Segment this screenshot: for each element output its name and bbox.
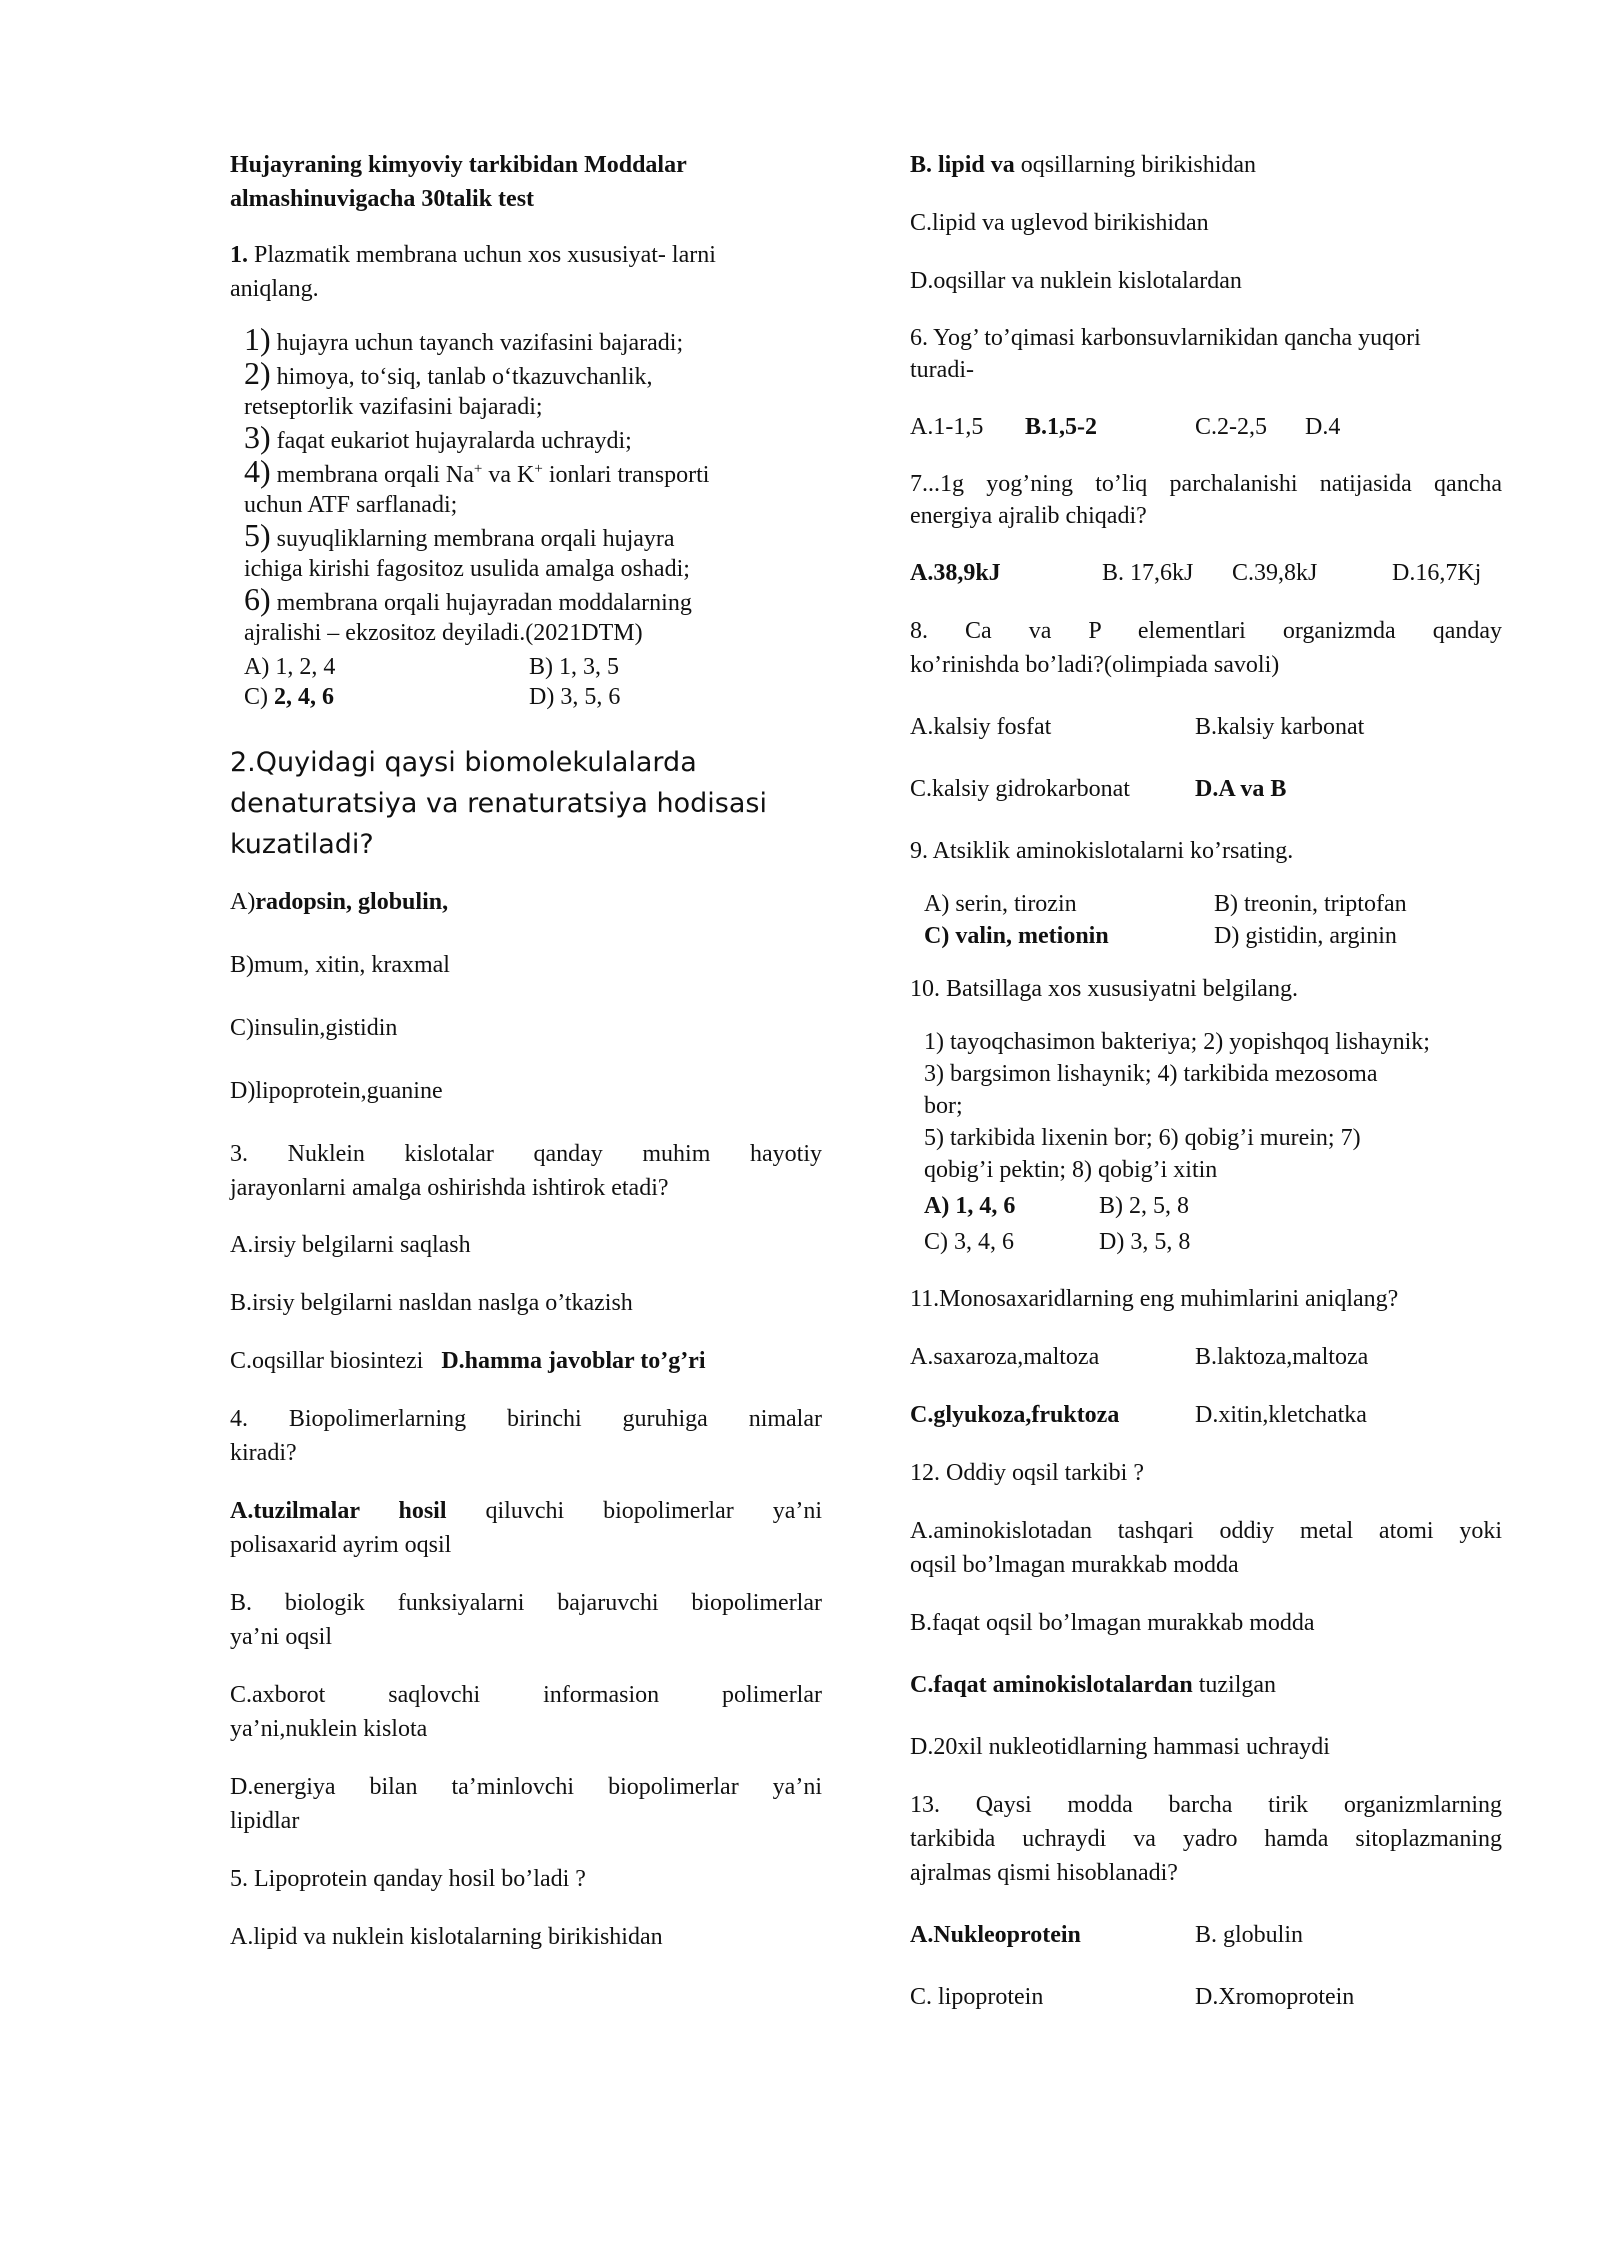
question-4-line-1: 4. Biopolimerlarning birinchi guruhiga nimalar — [230, 1406, 822, 1432]
question-11-options-row-2 — [910, 1398, 1502, 1432]
question-4-option-b-line-2: ya’ni oqsil — [230, 1624, 332, 1650]
question-10-text: 10. Batsillaga xos xususiyatni belgilang. — [910, 976, 1298, 1002]
question-2-option-b: B)mum, xitin, kraxmal — [230, 952, 450, 978]
question-5-option-a: A.lipid va nuklein kislotalarning birikishidan — [230, 1924, 663, 1950]
question-13-line-3: ajralmas qismi hisoblanadi? — [910, 1860, 1178, 1886]
question-6-option-b: B.1,5-2 — [1025, 414, 1097, 440]
question-10-options-row-2 — [924, 1226, 1502, 1258]
question-1-text: 1. Plazmatik membrana uchun xos xususiyat- larni — [230, 242, 716, 268]
question-7 — [910, 468, 1502, 590]
statement-4-cont: uchun ATF sarflanadi; — [244, 492, 458, 518]
question-10-options-row-1 — [924, 1190, 1502, 1222]
left-column — [230, 148, 822, 1954]
question-1 — [230, 238, 822, 712]
question-8-line-1: 8. Ca va P elementlari organizmda qanday — [910, 618, 1502, 644]
right-column — [910, 148, 1502, 2014]
question-8-option-d: D.A va B — [1195, 776, 1287, 802]
question-1-options-row-1 — [244, 652, 822, 682]
question-12-option-b: B.faqat oqsil bo’lmagan murakkab modda — [910, 1610, 1315, 1636]
question-7-line-2: energiya ajralib chiqadi? — [910, 503, 1147, 529]
question-5-option-b: B. lipid va oqsillarning birikishidan — [910, 152, 1257, 178]
question-5-option-d: D.oqsillar va nuklein kislotalardan — [910, 268, 1242, 294]
question-10-line-2: 3) bargsimon lishaynik; 4) tarkibida mezosoma — [924, 1061, 1378, 1087]
statement-4: 4) membrana orqali Na+ va K+ ionlari transporti — [244, 453, 710, 489]
question-4-option-c: C.axborot saqlovchi informasion polimerlar — [230, 1682, 822, 1708]
statement-6-cont: ajralishi – ekzositoz deyiladi.(2021DTM) — [244, 620, 643, 646]
title-line-2: almashinuvigacha 30talik test — [230, 186, 535, 212]
question-3-line-1: 3. Nuklein kislotalar qanday muhim hayotiy — [230, 1141, 822, 1167]
question-4-option-d: D.energiya bilan ta’minlovchi biopolimerlar ya’ni — [230, 1774, 822, 1800]
question-11-option-b: B.laktoza,maltoza — [1195, 1344, 1369, 1370]
option-a: A) 1, 2, 4 — [244, 654, 336, 680]
question-9-option-c: C) valin, metionin — [924, 923, 1109, 949]
question-6-line-1: 6. Yog’ to’qimasi karbonsuvlarnikidan qancha yuqori — [910, 325, 1421, 351]
question-1-statements — [230, 321, 822, 712]
question-8-option-b: B.kalsiy karbonat — [1195, 714, 1365, 740]
question-7-option-a: A.38,9kJ — [910, 560, 1001, 586]
question-3 — [230, 1137, 822, 1378]
question-10-statements — [910, 1026, 1502, 1258]
option-c: C) 2, 4, 6 — [244, 684, 334, 710]
question-6-option-d: D.4 — [1305, 414, 1341, 440]
question-9-options-row-2 — [924, 920, 1502, 952]
question-10-line-5: qobig’i pektin; 8) qobig’i xitin — [924, 1157, 1218, 1183]
statement-2: 2) himoya, to‘siq, tanlab o‘tkazuvchanlik, — [244, 355, 653, 391]
question-2-option-a: A)radopsin, globulin, — [230, 889, 449, 915]
question-4-option-d-line-2: lipidlar — [230, 1808, 300, 1834]
question-7-options — [910, 556, 1502, 590]
question-3-option-a: A.irsiy belgilarni saqlash — [230, 1232, 471, 1258]
question-4-option-a-line-2: polisaxarid ayrim oqsil — [230, 1532, 452, 1558]
question-11-options-row-1 — [910, 1340, 1502, 1374]
question-7-option-d: D.16,7Kj — [1392, 560, 1482, 586]
question-6 — [910, 322, 1502, 444]
question-12 — [910, 1456, 1502, 1764]
question-8-line-2: ko’rinishda bo’ladi?(olimpiada savoli) — [910, 652, 1280, 678]
question-2-option-d: D)lipoprotein,guanine — [230, 1078, 443, 1104]
question-4-option-b: B. biologik funksiyalarni bajaruvchi biopolimerlar — [230, 1590, 822, 1616]
question-12-option-a: A.aminokislotadan tashqari oddiy metal atomi yoki — [910, 1518, 1502, 1544]
question-10-line-3: bor; — [924, 1093, 963, 1119]
option-b: B) 1, 3, 5 — [529, 654, 619, 680]
question-6-option-c: C.2-2,5 — [1195, 414, 1267, 440]
question-2-line-2: denaturatsiya va renaturatsiya hodisasi — [230, 788, 767, 819]
question-12-text: 12. Oddiy oqsil tarkibi ? — [910, 1460, 1144, 1486]
question-7-option-c: C.39,8kJ — [1232, 560, 1318, 586]
question-8-options-row-1 — [910, 710, 1502, 744]
question-4 — [230, 1402, 822, 1838]
question-13-line-2: tarkibida uchraydi va yadro hamda sitoplazmaning — [910, 1826, 1502, 1852]
question-10-option-c: C) 3, 4, 6 — [924, 1229, 1014, 1255]
question-9-option-d: D) gistidin, arginin — [1214, 923, 1397, 949]
question-12-option-c: C.faqat aminokislotalardan tuzilgan — [910, 1672, 1277, 1698]
question-13-option-d: D.Xromoprotein — [1195, 1984, 1355, 2010]
question-11-option-d: D.xitin,kletchatka — [1195, 1402, 1367, 1428]
question-6-options — [910, 410, 1502, 444]
question-6-line-2: turadi- — [910, 357, 974, 383]
question-11-text: 11.Monosaxaridlarning eng muhimlarini aniqlang? — [910, 1286, 1399, 1312]
question-2 — [230, 742, 822, 1108]
question-5-text: 5. Lipoprotein qanday hosil bo’ladi ? — [230, 1866, 586, 1892]
question-10-line-1: 1) tayoqchasimon bakteriya; 2) yopishqoq lishaynik; — [924, 1029, 1430, 1055]
question-5-option-c: C.lipid va uglevod birikishidan — [910, 210, 1209, 236]
question-4-option-c-line-2: ya’ni,nuklein kislota — [230, 1716, 428, 1742]
question-7-line-1: 7...1g yog’ning to’liq parchalanishi natijasida qancha — [910, 471, 1502, 497]
question-10-option-a: A) 1, 4, 6 — [924, 1193, 1016, 1219]
question-9-options-row-1 — [924, 888, 1502, 920]
option-d: D) 3, 5, 6 — [529, 684, 621, 710]
question-8-options-row-2 — [910, 772, 1502, 806]
question-13 — [910, 1788, 1502, 2014]
question-10-option-b: B) 2, 5, 8 — [1099, 1193, 1189, 1219]
question-10 — [910, 972, 1502, 1258]
question-11 — [910, 1282, 1502, 1432]
question-13-option-c: C. lipoprotein — [910, 1984, 1044, 2010]
question-2-line-3: kuzatiladi? — [230, 829, 374, 860]
question-13-option-b: B. globulin — [1195, 1922, 1304, 1948]
question-1-text-line2: aniqlang. — [230, 276, 319, 302]
question-12-option-d: D.20xil nukleotidlarning hammasi uchraydi — [910, 1734, 1330, 1760]
question-9-option-a: A) serin, tirozin — [924, 891, 1077, 917]
question-13-line-1: 13. Qaysi modda barcha tirik organizmlarning — [910, 1792, 1502, 1818]
statement-3: 3) faqat eukariot hujayralarda uchraydi; — [244, 419, 632, 455]
question-10-option-d: D) 3, 5, 8 — [1099, 1229, 1191, 1255]
question-12-option-a-line-2: oqsil bo’lmagan murakkab modda — [910, 1552, 1239, 1578]
question-13-option-a: A.Nukleoprotein — [910, 1922, 1081, 1948]
question-9-options — [910, 888, 1502, 952]
question-13-options-row-1 — [910, 1918, 1502, 1952]
question-4-option-a: A.tuzilmalar hosil qiluvchi biopolimerlar ya’ni — [230, 1498, 822, 1524]
question-2-option-c: C)insulin,gistidin — [230, 1015, 398, 1041]
question-5 — [230, 1862, 822, 1954]
title-line-1: Hujayraning kimyoviy tarkibidan Moddalar — [230, 152, 687, 178]
question-9-option-b: B) treonin, triptofan — [1214, 891, 1407, 917]
question-3-option-c-d: C.oqsillar biosintezi D.hamma javoblar to’g’ri — [230, 1348, 706, 1374]
question-9 — [910, 834, 1502, 952]
question-6-option-a: A.1-1,5 — [910, 414, 984, 440]
question-3-line-2: jarayonlarni amalga oshirishda ishtirok etadi? — [230, 1175, 669, 1201]
question-7-option-b: B. 17,6kJ — [1102, 560, 1194, 586]
question-1-options-row-2 — [244, 682, 822, 712]
statement-5-cont: ichiga kirishi fagositoz usulida amalga oshadi; — [244, 556, 690, 582]
statement-2-cont: retseptorlik vazifasini bajaradi; — [244, 394, 543, 420]
statement-6: 6) membrana orqali hujayradan moddalarning — [244, 581, 692, 617]
question-2-line-1: 2.Quyidagi qaysi biomolekulalarda — [230, 747, 697, 778]
statement-1: 1) hujayra uchun tayanch vazifasini bajaradi; — [244, 321, 684, 357]
statement-5: 5) suyuqliklarning membrana orqali hujayra — [244, 517, 675, 553]
question-3-option-b: B.irsiy belgilarni nasldan naslga o’tkazish — [230, 1290, 633, 1316]
question-9-text: 9. Atsiklik aminokislotalarni ko’rsating. — [910, 838, 1294, 864]
question-11-option-c: C.glyukoza,fruktoza — [910, 1402, 1120, 1428]
question-8 — [910, 614, 1502, 806]
question-11-option-a: A.saxaroza,maltoza — [910, 1344, 1100, 1370]
question-4-line-2: kiradi? — [230, 1440, 297, 1466]
question-8-option-a: A.kalsiy fosfat — [910, 714, 1052, 740]
question-10-line-4: 5) tarkibida lixenin bor; 6) qobig’i murein; 7) — [924, 1125, 1361, 1151]
question-13-options-row-2 — [910, 1980, 1502, 2014]
question-8-option-c: C.kalsiy gidrokarbonat — [910, 776, 1130, 802]
